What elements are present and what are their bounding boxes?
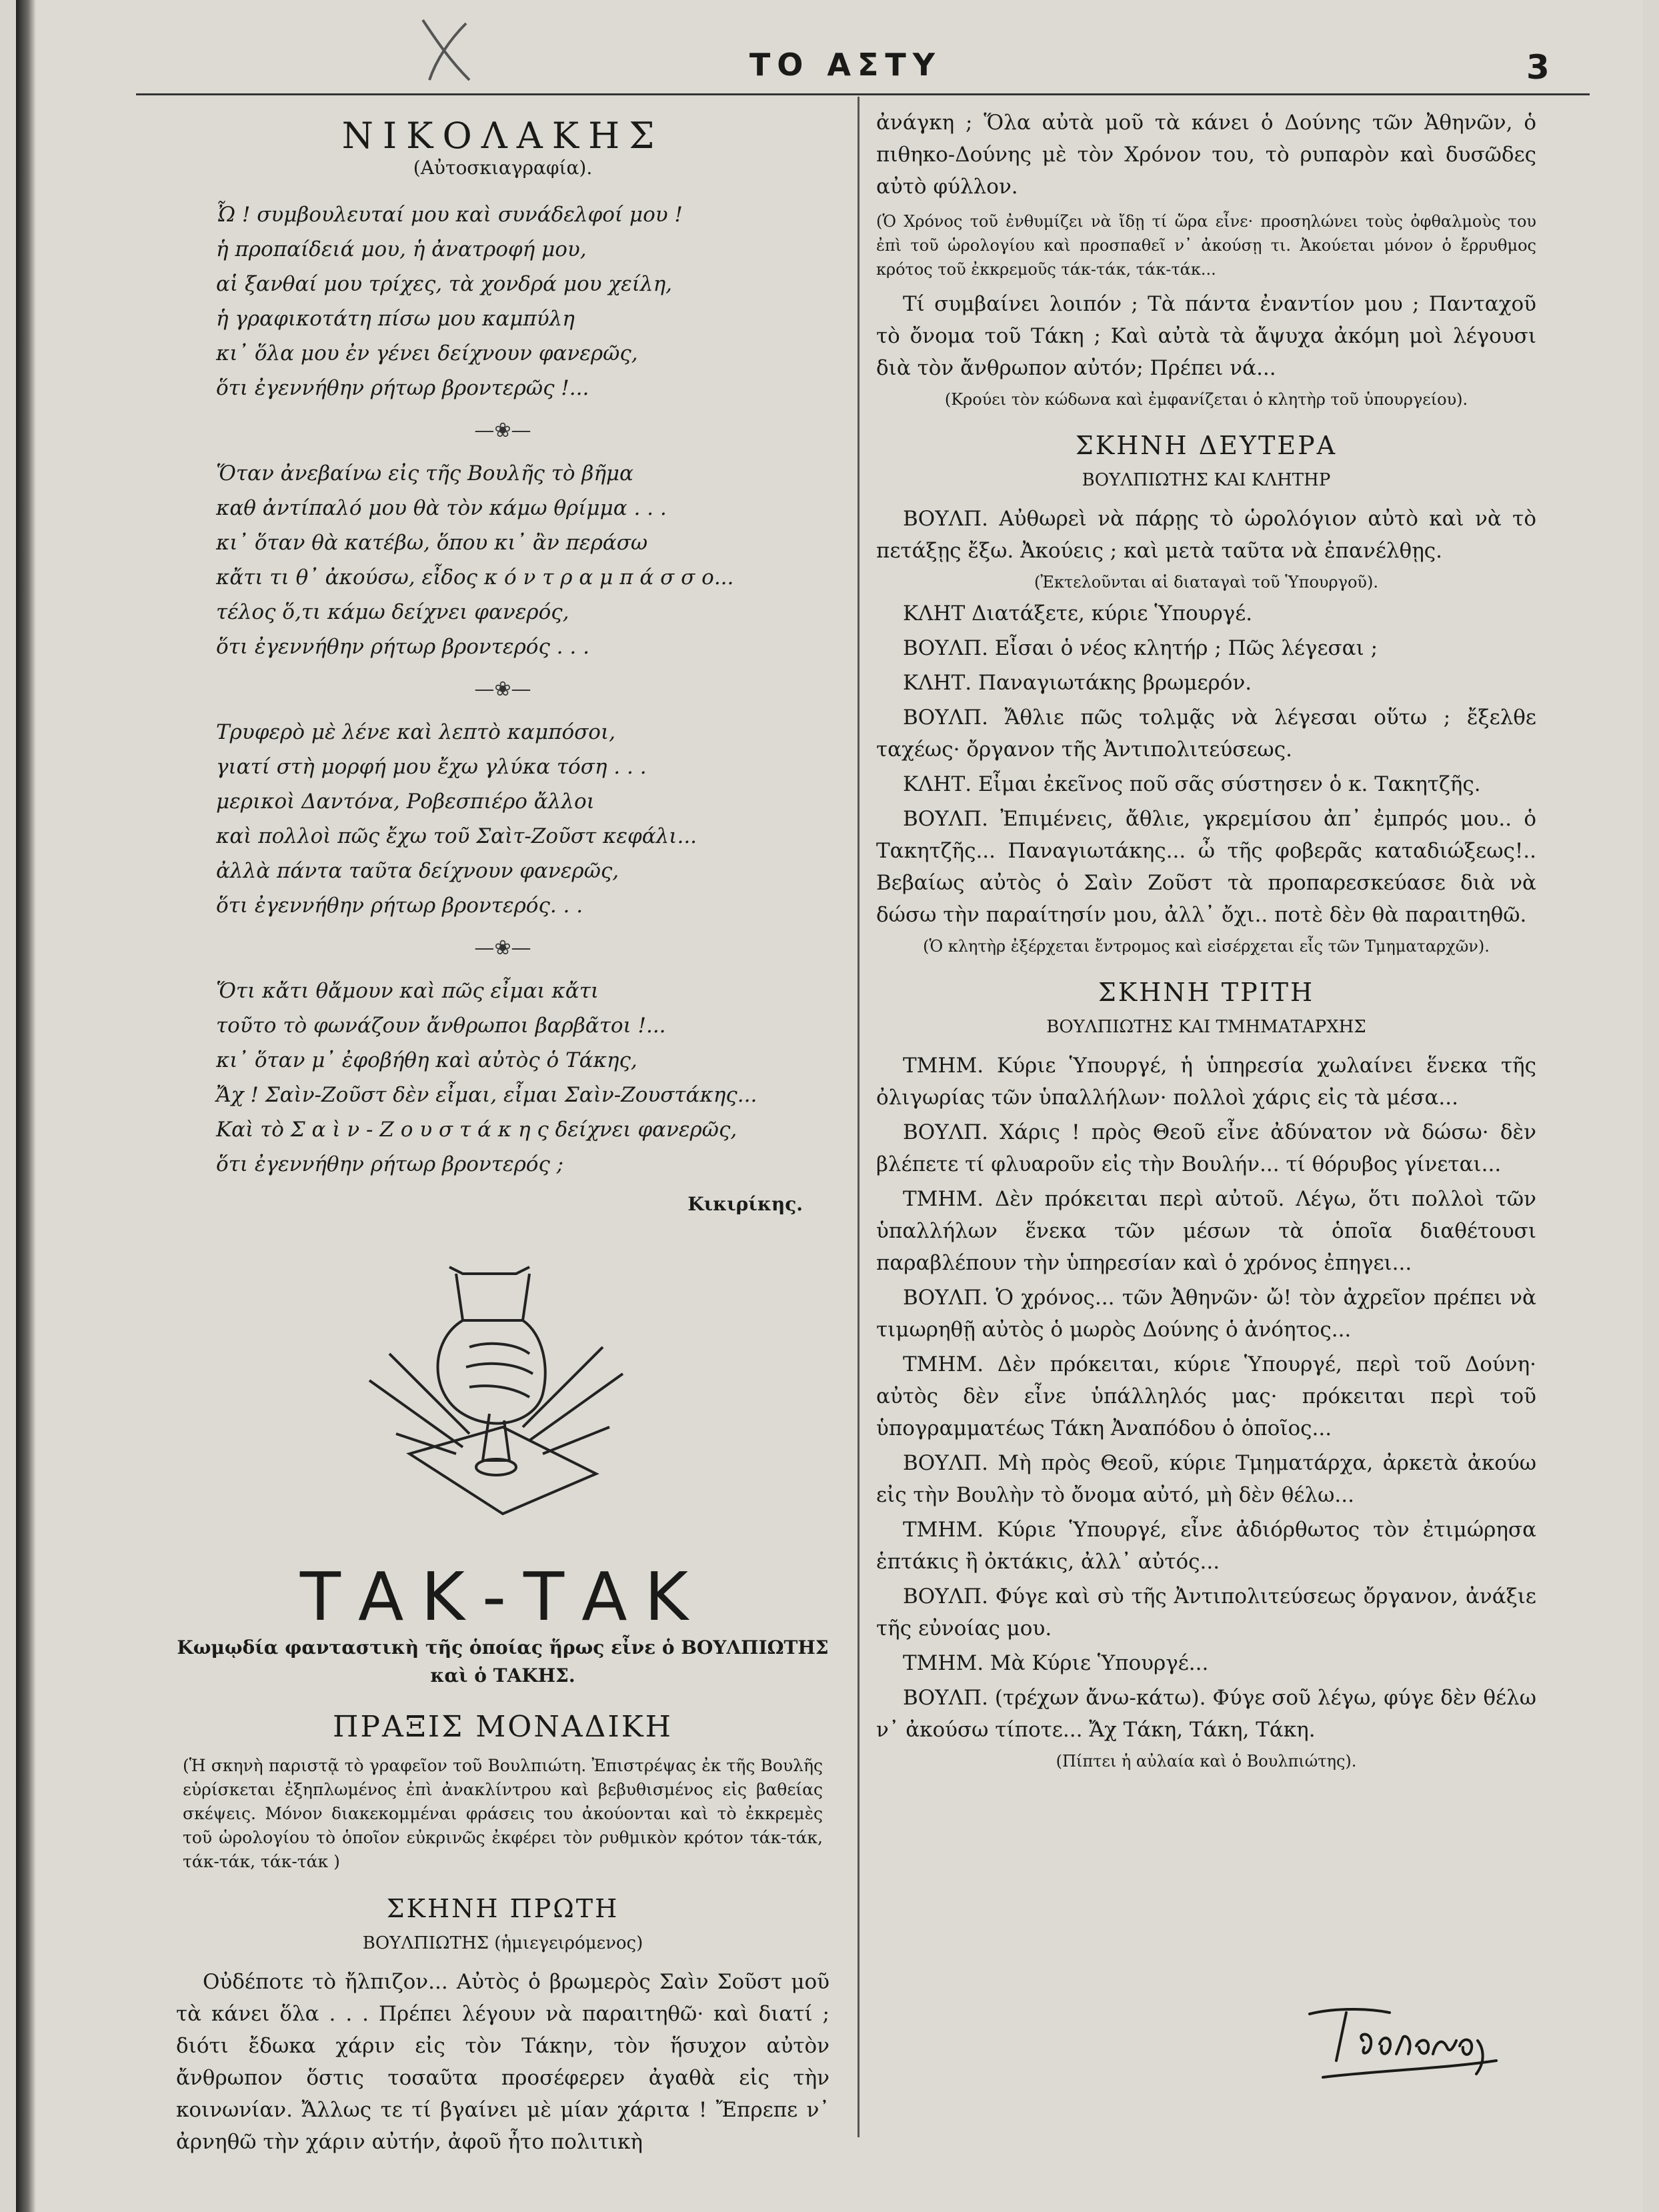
dialogue-line: ΒΟΥΛΠ. Φύγε καὶ σὺ τῆς Ἀντιπολιτεύσεως ὄργανον, ἀνάξιε τῆς εὐνοίας μου. [876, 1584, 1536, 1640]
poem-line: Καὶ τὸ Σ α ὶ ν - Ζ ο υ σ τ ά κ η ς δείχνει φανερῶς, [216, 1118, 737, 1142]
dialogue-line: ΒΟΥΛΠ. Ἄθλιε πῶς τολμᾷς νὰ λέγεσαι οὕτω ; ἔξελθε ταχέως· ὄργανον τῆς Ἀντιπολιτεύσεως. [876, 706, 1536, 762]
dialogue [876, 503, 1536, 958]
poem-stanza [216, 456, 830, 664]
left-column [176, 113, 830, 2161]
dialogue-line: ΒΟΥΛΠ. Αὐθωρεὶ νὰ πάρῃς τὸ ὡρολόγιον αὐτὸ καὶ νὰ τὸ πετάξῃς ἔξω. Ἀκούεις ; καὶ μετὰ ταῦτα νὰ ἐπανέλθῃς. [876, 507, 1536, 563]
dialogue-line: ΤΜΗΜ. Μὰ Κύριε Ὑπουργέ... [903, 1651, 1209, 1675]
dialogue-line: ΤΜΗΜ. Κύριε Ὑπουργέ, ἡ ὑπηρεσία χωλαίνει ἕνεκα τῆς ὀλιγωρίας τῶν ὑπαλλήλων· πολλοὶ χάρις εἰς τὰ μέσα... [876, 1054, 1536, 1110]
ornament-divider: —❀— [474, 678, 531, 701]
poem-line: κι᾿ ὅλα μου ἐν γένει δείχνουν φανερῶς, [216, 341, 638, 365]
binding-shadow [16, 0, 36, 2212]
poem-line: ὅτι ἐγεννήθην ρήτωρ βροντερός. . . [216, 894, 583, 918]
author-signature [1296, 1994, 1510, 2087]
dialogue-line: ΤΜΗΜ. Κύριε Ὑπουργέ, εἶνε ἀδιόρθωτος τὸν ἐτιμώρησα ἑπτάκις ἢ ὀκτάκις, ἀλλ᾿ αὐτός... [876, 1518, 1536, 1574]
poem-line: τοῦτο τὸ φωνάζουν ἄνθρωποι βαρβᾶτοι !... [216, 1014, 666, 1038]
scene-title: ΣΚΗΝΗ ΤΡΙΤΗ [1098, 978, 1315, 1007]
stage-direction: (Ὁ κλητὴρ ἐξέρχεται ἔντρομος καὶ εἰσέρχεται εἷς τῶν Τμηματαρχῶν). [923, 937, 1490, 956]
act-title: ΠΡΑΞΙΣ ΜΟΝΑΔΙΚΗ [333, 1710, 673, 1744]
poem-line: αἱ ξανθαί μου τρίχες, τὰ χονδρά μου χείλη, [216, 272, 672, 296]
ornament-divider: —❀— [474, 419, 531, 442]
poem-line: κἄτι τι θ᾿ ἀκούσω, εἶδος κ ό ν τ ρ α μ π ά σ σ ο... [216, 566, 734, 590]
poem-signature: Κικιρίκης. [687, 1193, 803, 1215]
dialogue-line: ΒΟΥΛΠ. Χάρις ! πρὸς Θεοῦ εἶνε ἀδύνατον νὰ δώσω· δὲν βλέπετε τί φλυαροῦν εἰς τὴν Βουλήν... τί θόρυβος γίνεται... [876, 1120, 1536, 1176]
scene-title: ΣΚΗΝΗ ΠΡΩΤΗ [386, 1894, 619, 1923]
dialogue-line: ΒΟΥΛΠ. Ὁ χρόνος... τῶν Ἀθηνῶν· ὤ! τὸν ἀχρεῖον πρέπει νὰ τιμωρηθῇ αὐτὸς ὁ μωρὸς Δούνης ὁ ἀνόητος... [876, 1286, 1536, 1342]
dialogue-line: ΒΟΥΛΠ. Ἐπιμένεις, ἄθλιε, γκρεμίσου ἀπ᾿ ἐμπρός μου.. ὁ Τακητζῆς... Παναγιωτάκης... ὦ τῆς φοβερᾶς καταδιώξεως!.. Βεβαίως αὐτὸς ὁ Σαὶν Ζοῦστ τὰ προπαρεσκεύασε διὰ νὰ δώσω τὴν παραίτησίν μου, ἀλλ᾿ ὄχι.. ποτὲ δὲν θὰ παραιτηθῶ. [876, 807, 1536, 927]
scene-characters: ΒΟΥΛΠΙΩΤΗΣ (ἡμιεγειρόμενος) [362, 1933, 643, 1953]
ornament-divider: —❀— [474, 936, 531, 960]
scene-characters: ΒΟΥΛΠΙΩΤΗΣ ΚΑΙ ΤΜΗΜΑΤΑΡΧΗΣ [1046, 1017, 1366, 1037]
poem-line: τέλος ὅ,τι κάμω δείχνει φανερός, [216, 600, 569, 624]
stage-direction: (Ἐκτελοῦνται αἱ διαταγαὶ τοῦ Ὑπουργοῦ). [1034, 573, 1378, 592]
dialogue-line: ΒΟΥΛΠ. Εἶσαι ὁ νέος κλητήρ ; Πῶς λέγεσαι ; [903, 636, 1378, 660]
poem-line: κι᾿ ὅταν μ᾿ ἐφοβήθη καὶ αὐτὸς ὁ Τάκης, [216, 1048, 637, 1072]
poem-stanza [216, 974, 830, 1182]
poem-line: γιατί στὴ μορφή μου ἔχω γλύκα τόση . . . [216, 755, 647, 779]
poem-line: κι᾿ ὅταν θὰ κατέβω, ὅπου κι᾿ ἂν περάσω [216, 531, 648, 555]
poem-stanza [216, 197, 830, 405]
column-rule [858, 97, 860, 2137]
stage-direction: (Ἡ σκηνὴ παριστᾷ τὸ γραφεῖον τοῦ Βουλπιώτη. Ἐπιστρέψας ἐκ τῆς Βουλῆς εὑρίσκεται ἐξηπλωμένος ἐπὶ ἀνακλίντρου καὶ βεβυθισμένος εἰς βαθείας σκέψεις. Μόνον διακεκομμέναι φράσεις του ἀκούονται καὶ τὸ ἐκκρεμὲς τοῦ ὡρολογίου τὸ ὁποῖον εὐκρινῶς ἐκφέρει τὸν ρυθμικὸν κρότον τάκ-τάκ, τάκ-τάκ, τάκ-τάκ ) [183, 1756, 823, 1871]
dialogue-line: ΚΛΗΤ. Παναγιωτάκης βρωμερόν. [903, 671, 1252, 695]
poem-line: ἡ γραφικοτάτη πίσω μου καμπύλη [216, 307, 575, 331]
poem-line: καθ ἀντίπαλό μου θὰ τὸν κάμω θρίμμα . . . [216, 496, 667, 520]
scene-title: ΣΚΗΝΗ ΔΕΥΤΕΡΑ [1075, 431, 1338, 460]
poem-line: ἡ προπαίδειά μου, ἡ ἀνατροφή μου, [216, 237, 587, 261]
scene-characters: ΒΟΥΛΠΙΩΤΗΣ ΚΑΙ ΚΛΗΤΗΡ [1082, 470, 1331, 490]
paragraph: ἀνάγκη ; Ὅλα αὐτὰ μοῦ τὰ κάνει ὁ Δούνης τῶν Ἀθηνῶν, ὁ πιθηκο-Δούνης μὲ τὸν Χρόνον του, τὸ ρυπαρὸν καὶ δυσῶδες αὐτὸ φύλλον. [876, 111, 1536, 199]
page-number: 3 [1526, 48, 1550, 87]
scene-text [176, 1966, 830, 2158]
stage-direction: (Πίπτει ἡ αὐλαία καὶ ὁ Βουλπιώτης). [1056, 1752, 1357, 1771]
dialogue-line: ΚΛΗΤ Διατάξετε, κύριε Ὑπουργέ. [903, 602, 1253, 626]
poem-line: Ὅταν ἀνεβαίνω εἰς τῆς Βουλῆς τὸ βῆμα [216, 461, 633, 485]
play-title: ΤΑΚ-ΤΑΚ [299, 1558, 706, 1636]
dialogue [876, 1050, 1536, 1746]
stage-direction: (Κρούει τὸν κώδωνα καὶ ἐμφανίζεται ὁ κλητὴρ τοῦ ὑπουργείου). [944, 390, 1468, 409]
poem-line: Ὦ ! συμβουλευταί μου καὶ συνάδελφοί μου ! [216, 203, 683, 227]
continued-text [876, 107, 1536, 203]
poem-line: Ὅτι κἄτι θἄμουν καὶ πῶς εἶμαι κἄτι [216, 979, 599, 1003]
dialogue-line: ΚΛΗΤ. Εἶμαι ἐκεῖνος ποῦ σᾶς σύστησεν ὁ κ. Τακητζῆς. [903, 772, 1481, 796]
monologue [876, 288, 1536, 384]
dialogue-line: ΒΟΥΛΠ. (τρέχων ἄνω-κάτω). Φύγε σοῦ λέγω, φύγε δὲν θέλω ν᾿ ἀκούσω τίποτε... Ἄχ Τάκη, Τάκη, Τάκη. [876, 1686, 1536, 1742]
poem-line: ἀλλὰ πάντα ταῦτα δείχνουν φανερῶς, [216, 859, 619, 883]
play-subtitle-line: καὶ ὁ ΤΑΚΗΣ. [430, 1665, 575, 1687]
top-rule [136, 93, 1590, 95]
poem-line: ὅτι ἐγεννήθην ρήτωρ βροντερῶς !... [216, 376, 589, 400]
dialogue-line: ΒΟΥΛΠ. Μὴ πρὸς Θεοῦ, κύριε Τμηματάρχα, ἀρκετὰ ἀκούω εἰς τὴν Βουλὴν τὸ ὄνομα αὐτό, μὴ δὲν θέλω... [876, 1451, 1536, 1507]
right-column [876, 107, 1536, 1777]
poem-line: μερικοὶ Δαντόνα, Ροβεσπιέρο ἄλλοι [216, 790, 595, 814]
play-subtitle-line: Κωμῳδία φανταστικὴ τῆς ὁποίας ἥρως εἶνε ὁ ΒΟΥΛΠΙΩΤΗΣ [177, 1636, 829, 1658]
poem-line: ὅτι ἐγεννήθην ρήτωρ βροντερός . . . [216, 635, 589, 659]
paragraph: Οὐδέποτε τὸ ἤλπιζον... Αὐτὸς ὁ βρωμερὸς Σαὶν Σοῦστ μοῦ τὰ κάνει ὅλα . . . Πρέπει λέγουν νὰ παραιτηθῶ· καὶ διατί ; διότι ἔδωκα χάριν εἰς τὸν Τάκην, τὸν ἥσυχον αὐτὸν ἄνθρωπον ὅστις τοσαῦτα προσέφερεν ἀγαθὰ εἰς τὴν κοινωνίαν. Ἄλλως τε τί βγαίνει μὲ μίαν χάριτα ! Ἔπρεπε ν᾿ ἀρνηθῶ τὴν χάριν αὐτήν, ἀφοῦ ἦτο πολιτικὴ [176, 1970, 830, 2154]
paragraph: Τί συμβαίνει λοιπόν ; Τὰ πάντα ἐναντίον μου ; Πανταχοῦ τὸ ὄνομα τοῦ Τάκη ; Καὶ αὐτὰ τὰ ἄψυχα ἀκόμη μοὶ λέγουσι διὰ τὸν ἄνθρωπον αὐτόν; Πρέπει νά... [876, 292, 1536, 380]
masthead: ΤΟ ΑΣΤΥ [749, 47, 942, 83]
poem-line: ὅτι ἐγεννήθην ρήτωρ βροντερός ; [216, 1152, 564, 1176]
dialogue-line: ΤΜΗΜ. Δὲν πρόκειται περὶ αὐτοῦ. Λέγω, ὅτι πολλοὶ τῶν ὑπαλλήλων ἕνεκα τῶν μέσων τὰ ὁποῖα διαθέτουσι παραβλέπουν τὴν ὑπηρεσίαν καὶ ὁ χρόνος ἐπηγει... [876, 1187, 1536, 1275]
hand-stamp-illustration-icon [329, 1260, 676, 1540]
poem-subtitle: (Αὐτοσκιαγραφία). [413, 157, 593, 179]
poem-title: ΝΙΚΟΛΑΚΗΣ [341, 115, 664, 157]
stage-direction: (Ὁ Χρόνος τοῦ ἐνθυμίζει νὰ ἴδῃ τί ὥρα εἶνε· προσηλώνει τοὺς ὀφθαλμοὺς του ἐπὶ τοῦ ὡρολογίου καὶ προσπαθεῖ ν᾿ ἀκούσῃ τι. Ἀκούεται μόνον ὁ ἔρρυθμος κρότος τοῦ ἐκκρεμοῦς τάκ-τάκ, τάκ-τάκ... [876, 212, 1536, 279]
dialogue-line: ΤΜΗΜ. Δὲν πρόκειται, κύριε Ὑπουργέ, περὶ τοῦ Δούνη· αὐτὸς δὲν εἶνε ὑπάλληλός μας· πρόκειται περὶ τοῦ ὑπογραμματέως Τάκη Ἀναπόδου ὁ ὁποῖος... [876, 1352, 1536, 1440]
poem-line: καὶ πολλοὶ πῶς ἔχω τοῦ Σαὶτ-Ζοῦστ κεφάλι... [216, 824, 697, 848]
poem-line: Τρυφερὸ μὲ λένε καὶ λεπτὸ καμπόσοι, [216, 720, 615, 744]
play-subtitle [176, 1634, 830, 1690]
newspaper-page [16, 0, 1643, 2212]
poem-line: Ἄχ ! Σαὶν-Ζοῦστ δὲν εἶμαι, εἶμαι Σαὶν-Ζουστάκης... [216, 1083, 757, 1107]
poem-stanza [216, 715, 830, 923]
